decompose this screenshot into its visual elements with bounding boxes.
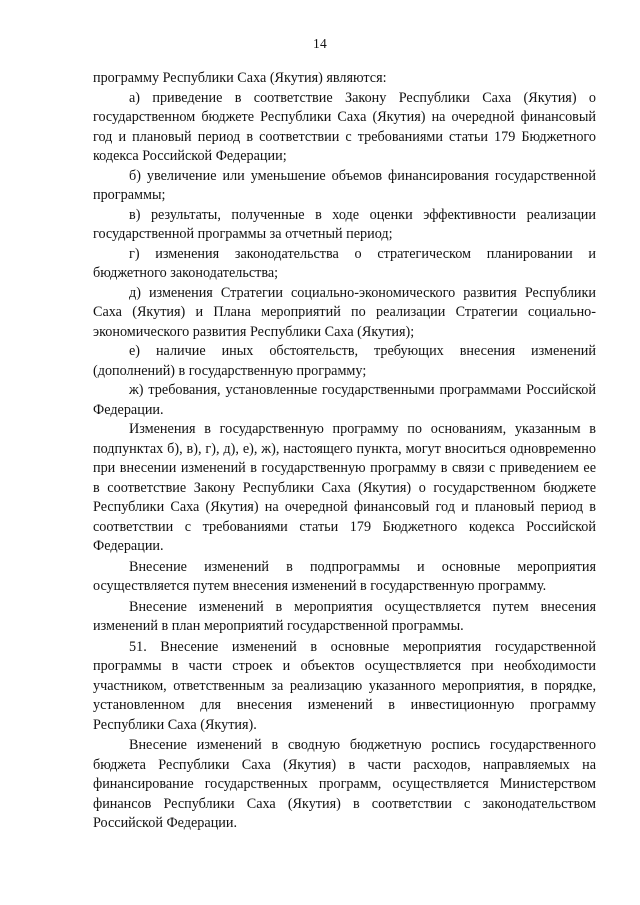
list-item-d: д) изменения Стратегии социально-экономического развития Республики Саха (Якутия) и Плана мероприятий по реализации Стратегии социально-экономического развития Республики Саха (Якутия); xyxy=(93,284,596,340)
paragraph-item-51: 51. Внесение изменений в основные мероприятия государственной программы в части строек и объектов осуществляется при необходимости участником, ответственным за реализацию указанного мероприятия, в порядке, установленном для внесения изменений в инвестиционную программу Республики Саха (Якутия). xyxy=(93,638,596,733)
list-item-a: а) приведение в соответствие Закону Республики Саха (Якутия) о государственном бюджете Республики Саха (Якутия) на очередной финансовый год и плановый период в соответствии с требованиями статьи 179 Бюджетного кодекса Российской Федерации; xyxy=(93,89,596,164)
paragraph-activities: Внесение изменений в мероприятия осуществляется путем внесения изменений в план мероприятий государственной программы. xyxy=(93,598,596,634)
list-item-g: г) изменения законодательства о стратегическом планировании и бюджетного законодательства; xyxy=(93,245,596,281)
paragraph-subprograms: Внесение изменений в подпрограммы и основные мероприятия осуществляется путем внесения изменений в государственную программу. xyxy=(93,558,596,594)
list-item-zh: ж) требования, установленные государственными программами Российской Федерации. xyxy=(93,382,596,418)
list-item-b: б) увеличение или уменьшение объемов финансирования государственной программы; xyxy=(93,167,596,203)
paragraph-changes-grounds: Изменения в государственную программу по основаниям, указанным в подпунктах б), в), г), д), е), ж), настоящего пункта, могут вноситься одновременно при внесении изменений в государственную программу в связи с приведением ее в соответствие Закону Республики Саха (Якутия) о государственном бюджете Республики Саха (Якутия) на очередной финансовый год и плановый период в соответствии с требованиями статьи 179 Бюджетного кодекса Российской Федерации. xyxy=(93,421,596,554)
list-item-e: е) наличие иных обстоятельств, требующих внесения изменений (дополнений) в государственную программу; xyxy=(93,343,596,379)
paragraph-intro: программу Республики Саха (Якутия) являются: xyxy=(93,70,387,86)
document-body xyxy=(93,69,596,834)
paragraph-budget-list: Внесение изменений в сводную бюджетную роспись государственного бюджета Республики Саха (Якутия) в части расходов, направляемых на финансирование государственных программ, осуществляется Министерством финансов Республики Саха (Якутия) в соответствии с законодательством Российской Федерации. xyxy=(93,737,596,831)
page-number: 14 xyxy=(312,36,328,51)
list-item-v: в) результаты, полученные в ходе оценки эффективности реализации государственной программы за отчетный период; xyxy=(93,206,596,242)
